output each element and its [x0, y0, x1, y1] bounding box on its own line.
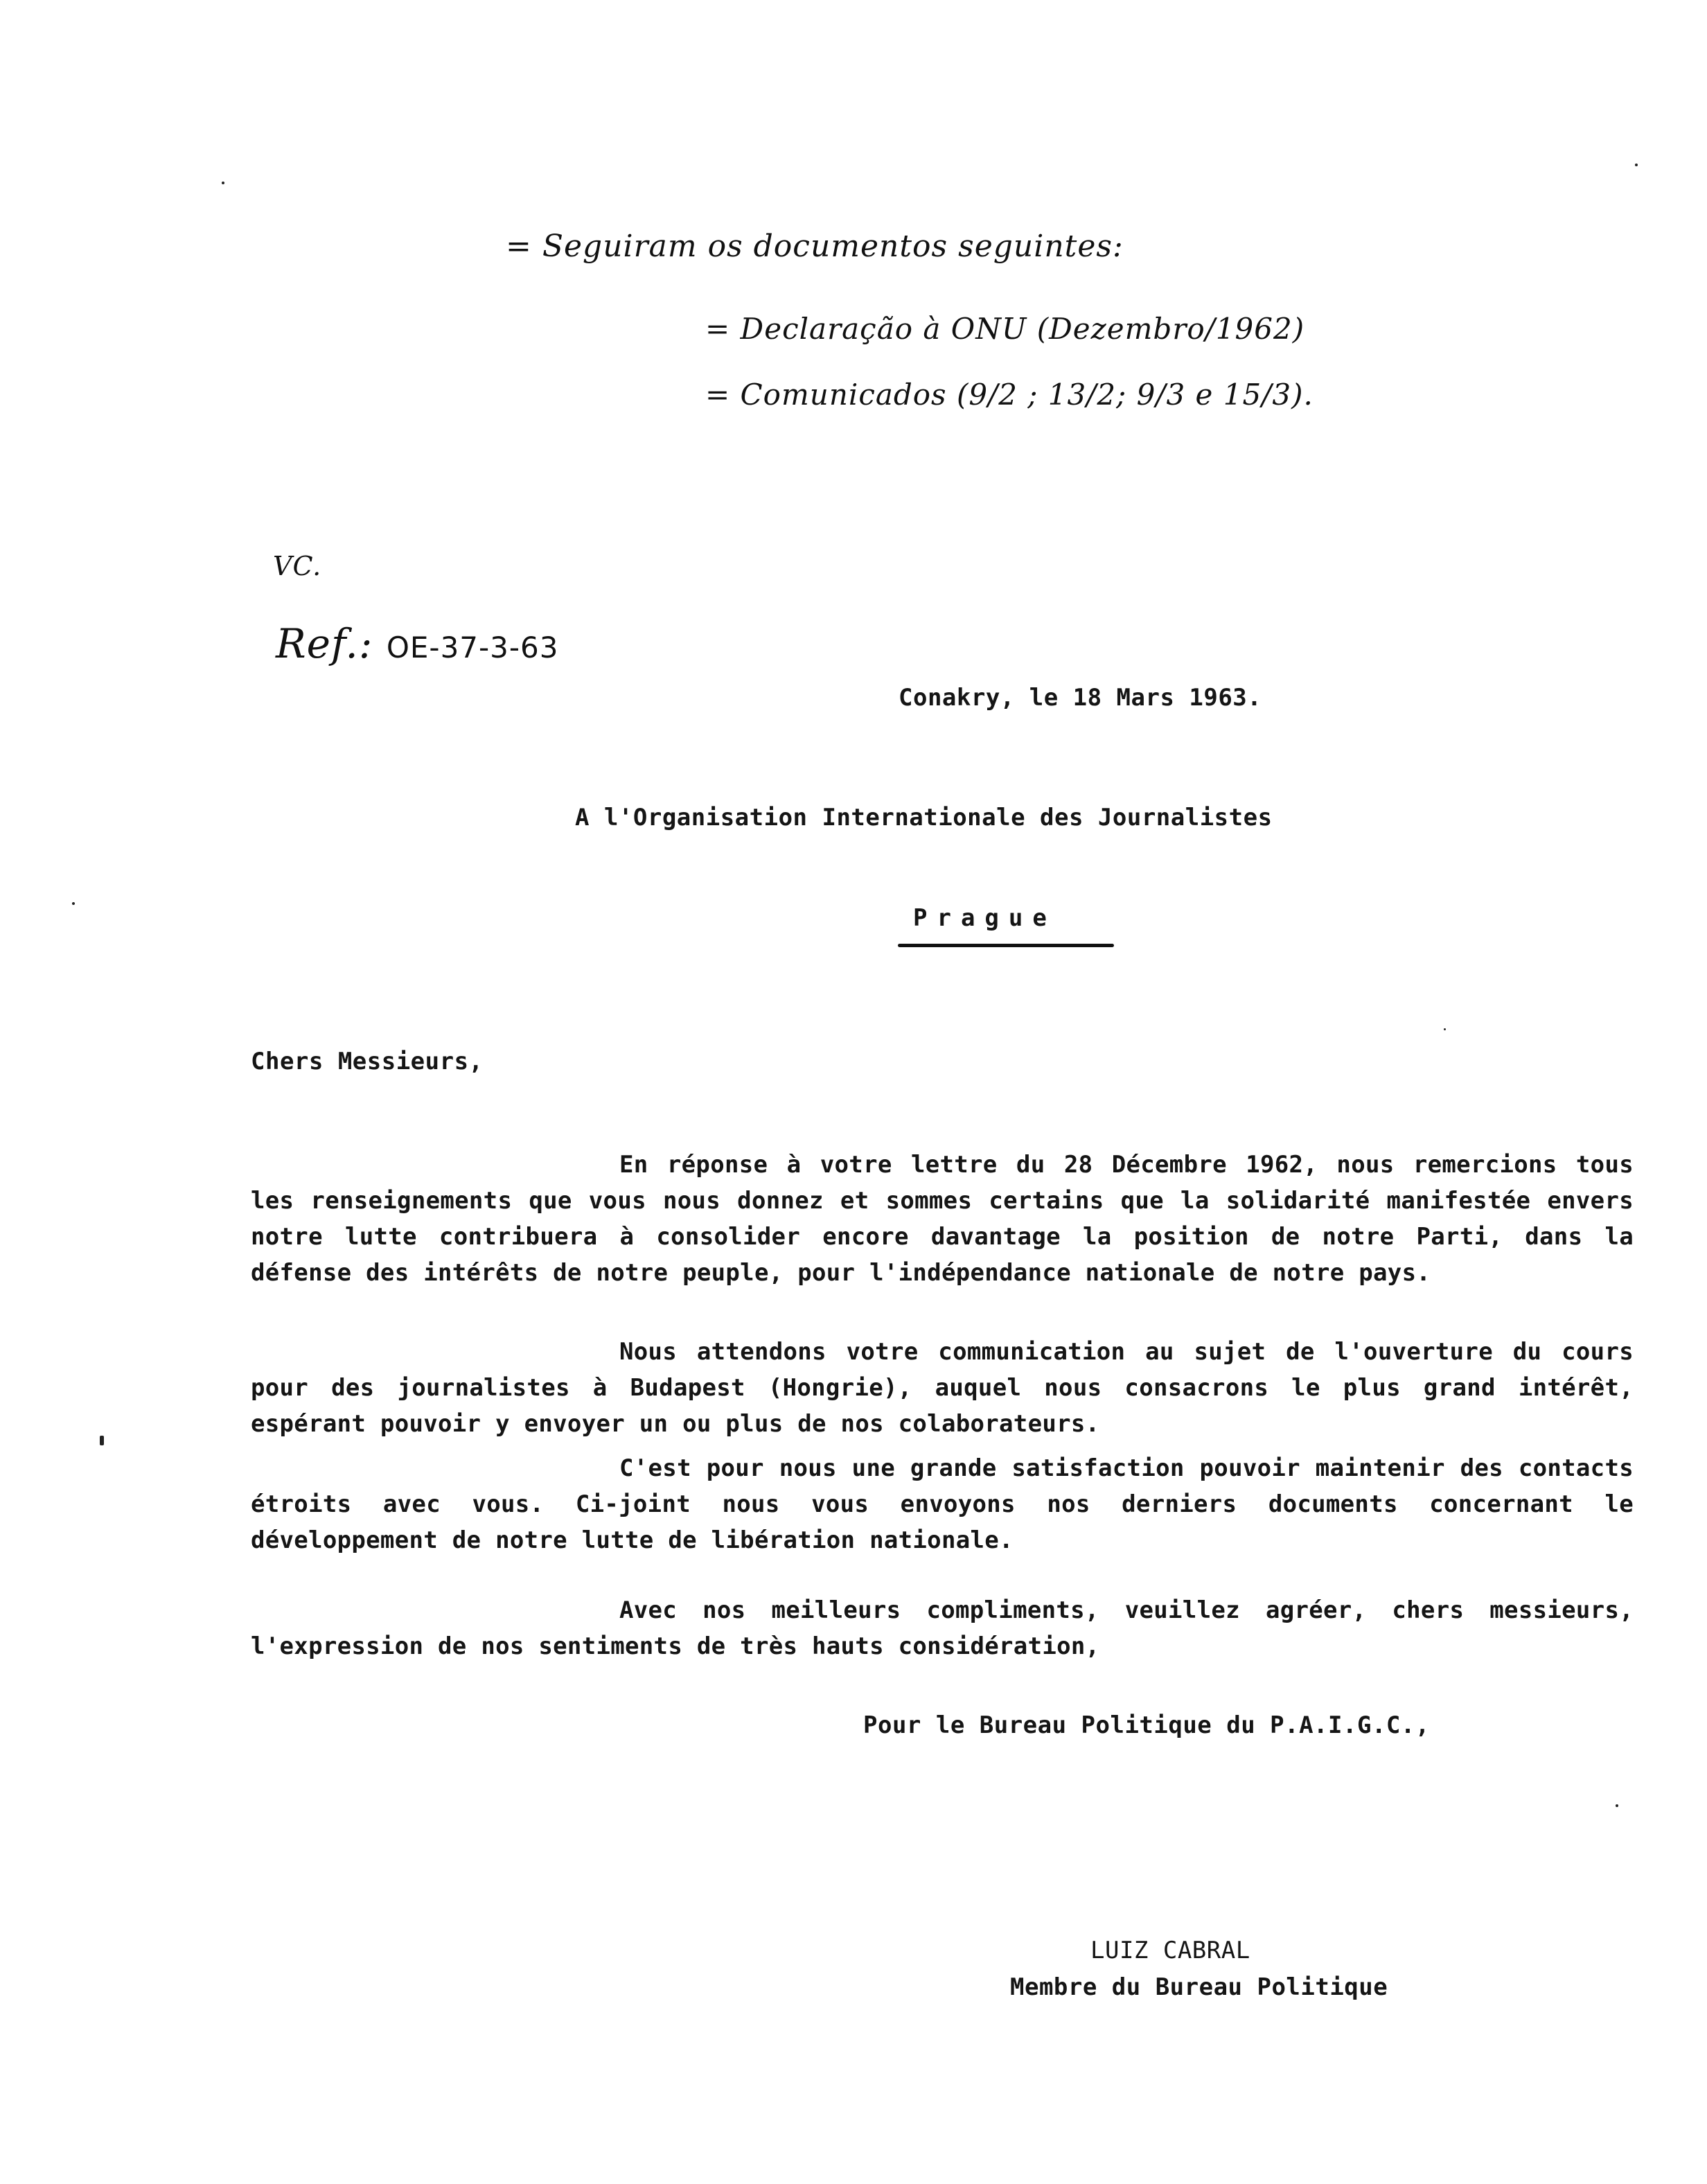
- reference-line: [276, 620, 558, 667]
- scan-speck: [1444, 1028, 1446, 1030]
- handwritten-note-communiques: = Comunicados (9/2 ; 13/2; 9/3 e 15/3).: [705, 378, 1314, 412]
- signatory-title: Membre du Bureau Politique: [1010, 1973, 1388, 2001]
- handwritten-note-declaration: = Declaração à ONU (Dezembro/1962): [705, 312, 1305, 346]
- handwritten-initials: VC.: [273, 551, 322, 581]
- scan-speck: [100, 1436, 104, 1445]
- handwritten-note-documents: = Seguiram os documentos seguintes:: [506, 229, 1124, 264]
- scan-speck: [72, 902, 75, 905]
- addressee-city: Prague: [913, 904, 1056, 932]
- city-underline: [898, 944, 1114, 947]
- body-paragraph: En réponse à votre lettre du 28 Décembre 1962, nous remercions tous les renseignements que vous nous donnez et sommes certains que la solidarité manifestée envers notre lutte contribuera à consolider encore davantage la position de notre Parti, dans la défense des intérêts de notre peuple, pour l'indépendance nationale de notre pays.: [251, 1151, 1634, 1287]
- scan-speck: [222, 182, 224, 184]
- closing-line: Pour le Bureau Politique du P.A.I.G.C.,: [863, 1711, 1430, 1739]
- signatory-name: LUIZ CABRAL: [1090, 1937, 1250, 1964]
- reference-label: Ref.:: [276, 620, 373, 667]
- body-paragraph: Avec nos meilleurs compliments, veuillez agréer, chers messieurs, l'expression de nos sentiments de très hauts considération,: [251, 1596, 1634, 1660]
- salutation: Chers Messieurs,: [251, 1048, 484, 1075]
- reference-number: OE-37-3-63: [386, 631, 559, 664]
- body-paragraph: Nous attendons votre communication au sujet de l'ouverture du cours pour des journalistes à Budapest (Hongrie), auquel nous consacrons le plus grand intérêt, espérant pouvoir y envoyer un ou plus de nos colaborateurs.: [251, 1338, 1634, 1438]
- date-line: Conakry, le 18 Mars 1963.: [899, 684, 1262, 712]
- addressee: A l'Organisation Internationale des Journalistes: [575, 804, 1273, 831]
- scan-speck: [1616, 1804, 1618, 1807]
- body-paragraph: C'est pour nous une grande satisfaction pouvoir maintenir des contacts étroits avec vous. Ci-joint nous vous envoyons nos derniers documents concernant le développement de notre lutte de libération nationale.: [251, 1454, 1634, 1554]
- scan-speck: [1635, 164, 1638, 166]
